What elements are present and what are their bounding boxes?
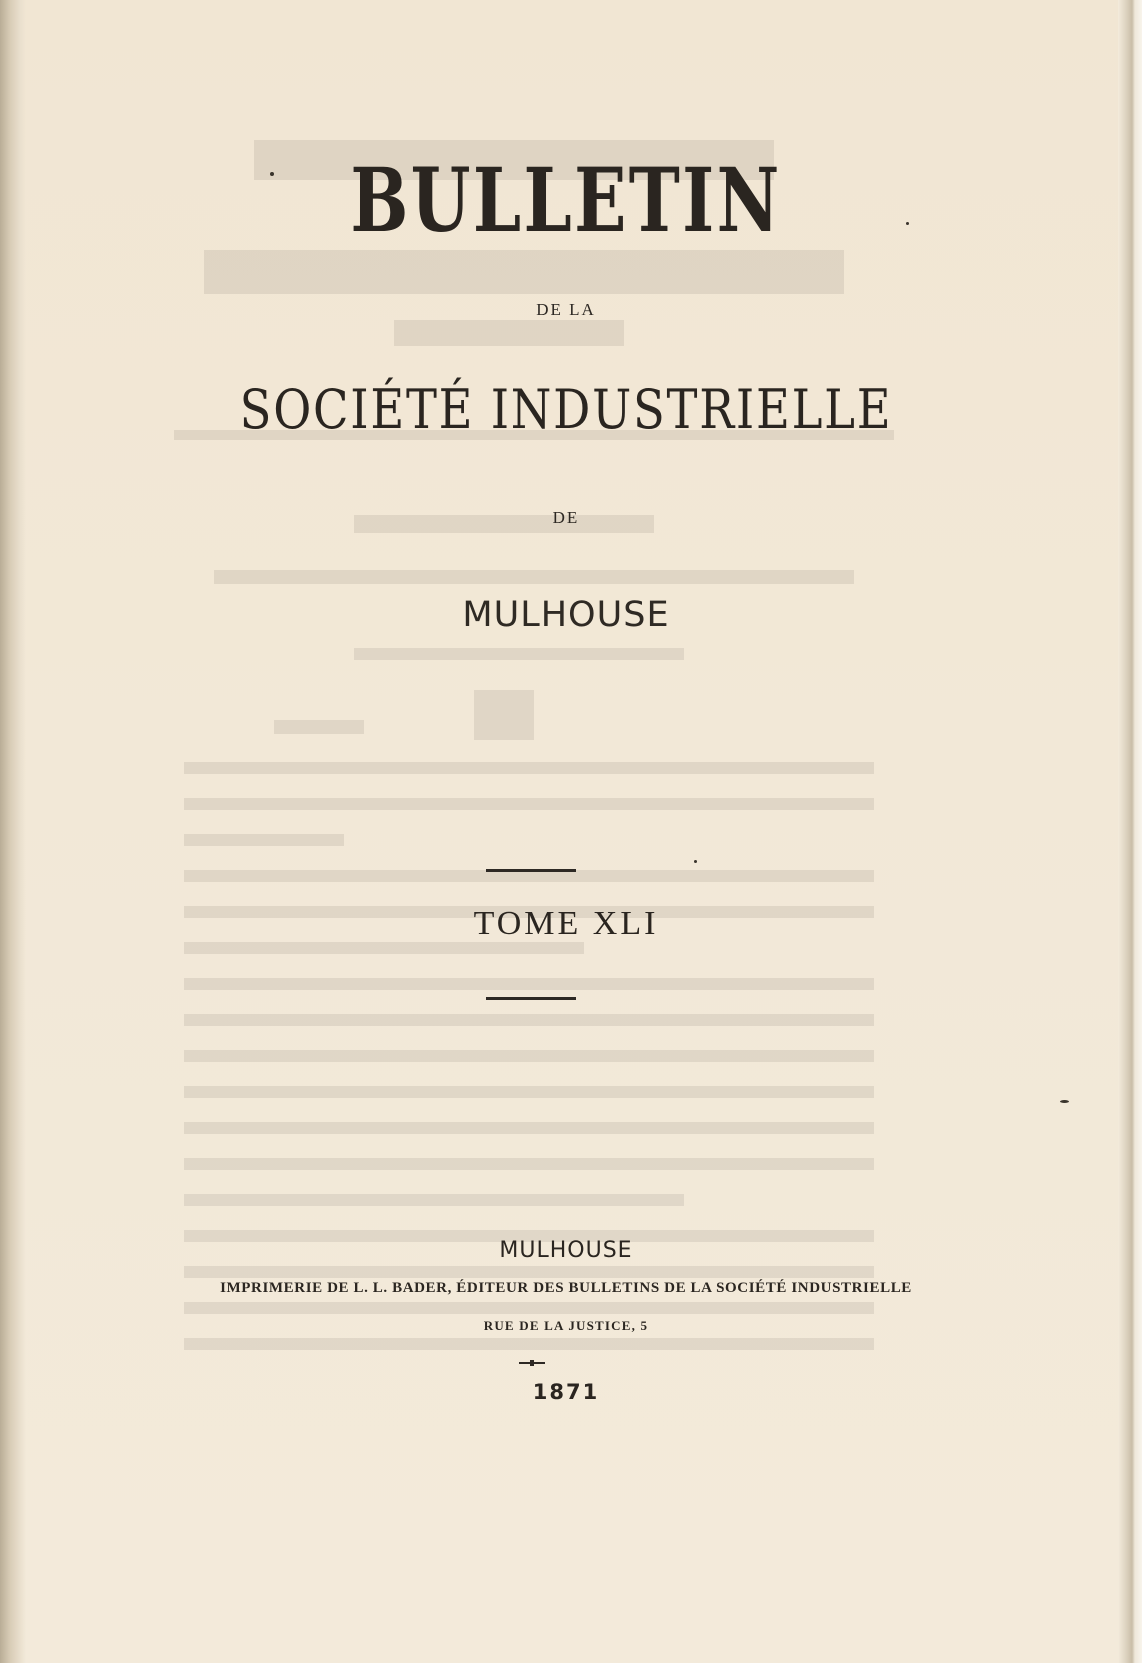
bulletin-title: BULLETIN xyxy=(350,148,782,252)
imprint-city: MULHOUSE xyxy=(499,1238,633,1263)
ink-speck xyxy=(906,222,909,225)
ink-speck xyxy=(1060,1100,1069,1103)
connector-de-la: DE LA xyxy=(536,300,596,319)
title-page xyxy=(14,0,1118,1663)
society-name: SOCIÉTÉ INDUSTRIELLE xyxy=(239,378,893,441)
binding-shadow xyxy=(0,0,26,1663)
volume-number: TOME XLI xyxy=(473,905,659,942)
show-through-texture xyxy=(174,130,914,1430)
imprint-address: RUE DE LA JUSTICE, 5 xyxy=(483,1318,649,1333)
ink-speck xyxy=(694,860,697,863)
ink-speck xyxy=(270,172,274,176)
imprint-printer: IMPRIMERIE DE L. L. BADER, ÉDITEUR DES BULLETINS DE LA SOCIÉTÉ INDUSTRIELLE xyxy=(220,1280,912,1296)
ornament-dash xyxy=(519,1362,545,1364)
page-edge xyxy=(1118,0,1142,1663)
connector-de: DE xyxy=(552,508,580,527)
divider-rule-bottom xyxy=(486,997,576,1000)
divider-rule-top xyxy=(486,869,576,872)
publication-year: 1871 xyxy=(532,1380,600,1404)
city-name: MULHOUSE xyxy=(462,595,670,635)
